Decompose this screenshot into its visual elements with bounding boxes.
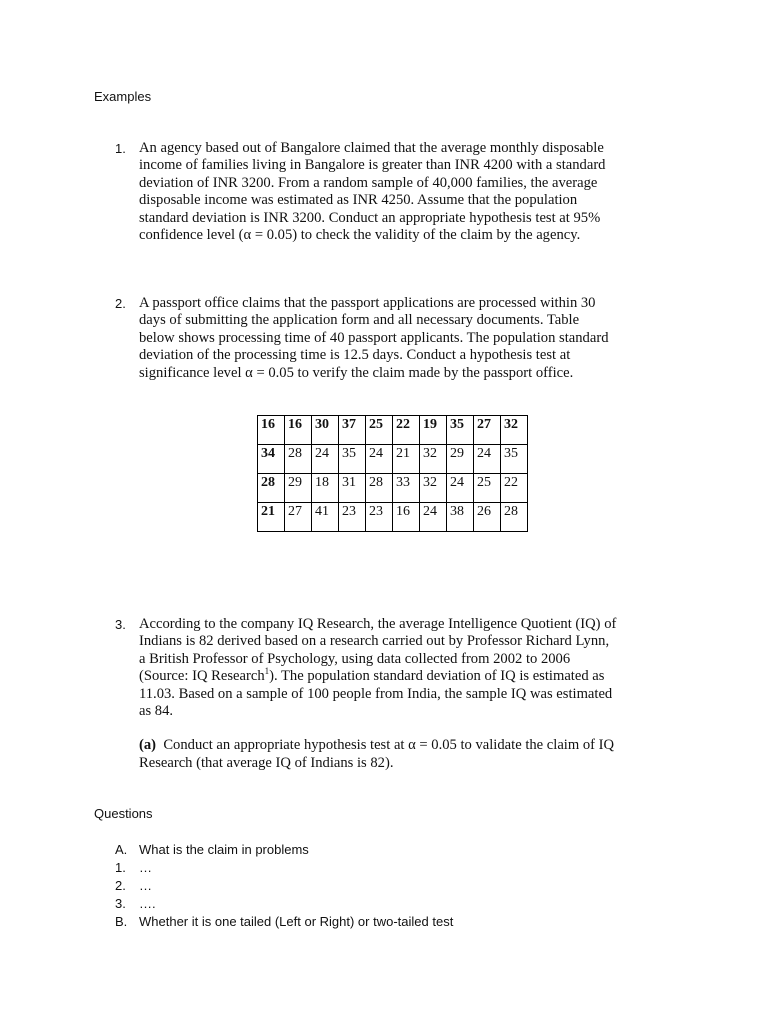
- table-cell: 27: [285, 503, 312, 532]
- list-marker: 1.: [115, 860, 126, 875]
- problem-line: disposable income was estimated as INR 4250. Assume that the population: [139, 192, 578, 209]
- problem-line: days of submitting the application form and all necessary documents. Table: [139, 312, 580, 329]
- problem-line: as 84.: [139, 703, 174, 720]
- problem-line: 11.03. Based on a sample of 100 people from India, the sample IQ was estimated: [139, 685, 613, 702]
- table-cell: 33: [393, 474, 420, 503]
- problem-line: An agency based out of Bangalore claimed that the average monthly disposable: [139, 140, 604, 156]
- footnote-marker: 1: [264, 666, 270, 677]
- table-cell: 22: [501, 474, 528, 503]
- problem-line: [139, 668, 675, 685]
- source-text: (Source: IQ Research: [139, 668, 265, 685]
- list-marker: 2.: [115, 878, 126, 893]
- table-cell: 24: [366, 445, 393, 474]
- list-text: ….: [139, 896, 156, 911]
- table-cell: 38: [447, 503, 474, 532]
- problem-line: According to the company IQ Research, the average Intelligence Quotient (IQ) of: [139, 616, 617, 632]
- table-cell: 23: [366, 503, 393, 532]
- table-cell: 24: [312, 445, 339, 474]
- problem-line: A passport office claims that the passport applications are processed within 30: [139, 295, 596, 311]
- problem-text: [139, 295, 675, 382]
- table-cell: 32: [420, 445, 447, 474]
- table-cell: 16: [258, 416, 285, 445]
- table-cell: 21: [258, 503, 285, 532]
- table-cell: 23: [339, 503, 366, 532]
- table-cell: 35: [339, 445, 366, 474]
- table-cell: 29: [447, 445, 474, 474]
- problem-line: a British Professor of Psychology, using data collected from 2002 to 2006: [139, 650, 571, 667]
- problem-line: below shows processing time of 40 passport applicants. The population standard: [139, 329, 609, 346]
- problem-line: income of families living in Bangalore is greater than INR 4200 with a standard: [139, 157, 606, 174]
- table-row: [258, 416, 528, 445]
- table-cell: 28: [258, 474, 285, 503]
- part-a-text: Conduct an appropriate hypothesis test at α = 0.05 to validate the claim of IQ: [163, 737, 615, 754]
- problem-line: Indians is 82 derived based on a research carried out by Professor Richard Lynn,: [139, 633, 610, 650]
- table-cell: 21: [393, 445, 420, 474]
- problem-line: significance level α = 0.05 to verify the claim made by the passport office.: [139, 364, 574, 381]
- list-marker: 3.: [115, 896, 126, 911]
- part-a-line: [139, 737, 675, 754]
- examples-heading: Examples: [94, 89, 152, 104]
- table-cell: 28: [285, 445, 312, 474]
- table-cell: 27: [474, 416, 501, 445]
- table-cell: 31: [339, 474, 366, 503]
- table-cell: 25: [366, 416, 393, 445]
- problem-text: [139, 616, 675, 772]
- table-cell: 25: [474, 474, 501, 503]
- table-cell: 32: [501, 416, 528, 445]
- list-text: What is the claim in problems: [139, 842, 309, 857]
- table-cell: 41: [312, 503, 339, 532]
- part-a-label: (a): [139, 737, 157, 754]
- spacer: [139, 720, 675, 737]
- problem-number: 2.: [115, 296, 126, 311]
- table-row: [258, 503, 528, 532]
- table-row: [258, 474, 528, 503]
- list-text: …: [139, 878, 152, 893]
- table-row: [258, 445, 528, 474]
- table-cell: 35: [447, 416, 474, 445]
- table-body: [258, 416, 528, 532]
- table-cell: 18: [312, 474, 339, 503]
- table-cell: 16: [285, 416, 312, 445]
- table-cell: 35: [501, 445, 528, 474]
- part-a-line: Research (that average IQ of Indians is 82).: [139, 754, 394, 771]
- list-marker: A.: [115, 842, 128, 857]
- problem-line: deviation of the processing time is 12.5 days. Conduct a hypothesis test at: [139, 347, 571, 364]
- questions-heading: Questions: [94, 806, 153, 821]
- problem-2: [115, 295, 675, 382]
- table-cell: 37: [339, 416, 366, 445]
- problem-text: [139, 140, 675, 244]
- table-cell: 28: [366, 474, 393, 503]
- table-cell: 24: [474, 445, 501, 474]
- problem-1: [115, 140, 675, 244]
- list-text: Whether it is one tailed (Left or Right) or two-tailed test: [139, 914, 454, 929]
- table-cell: 24: [420, 503, 447, 532]
- table-cell: 28: [501, 503, 528, 532]
- problem-line: deviation of INR 3200. From a random sample of 40,000 families, the average: [139, 174, 598, 191]
- table-cell: 30: [312, 416, 339, 445]
- table-cell: 24: [447, 474, 474, 503]
- list-marker: B.: [115, 914, 128, 929]
- table-cell: 26: [474, 503, 501, 532]
- problem-number: 3.: [115, 617, 126, 632]
- table-cell: 34: [258, 445, 285, 474]
- problem-3: [115, 616, 675, 772]
- table-cell: 29: [285, 474, 312, 503]
- source-text-cont: ). The population standard deviation of IQ is estimated as: [269, 668, 605, 685]
- table-cell: 19: [420, 416, 447, 445]
- problem-line: confidence level (α = 0.05) to check the validity of the claim by the agency.: [139, 227, 581, 244]
- table-cell: 22: [393, 416, 420, 445]
- processing-time-table: [257, 415, 528, 532]
- list-text: …: [139, 860, 152, 875]
- problem-number: 1.: [115, 141, 126, 156]
- problem-line: standard deviation is INR 3200. Conduct an appropriate hypothesis test at 95%: [139, 209, 601, 226]
- table-cell: 32: [420, 474, 447, 503]
- table-cell: 16: [393, 503, 420, 532]
